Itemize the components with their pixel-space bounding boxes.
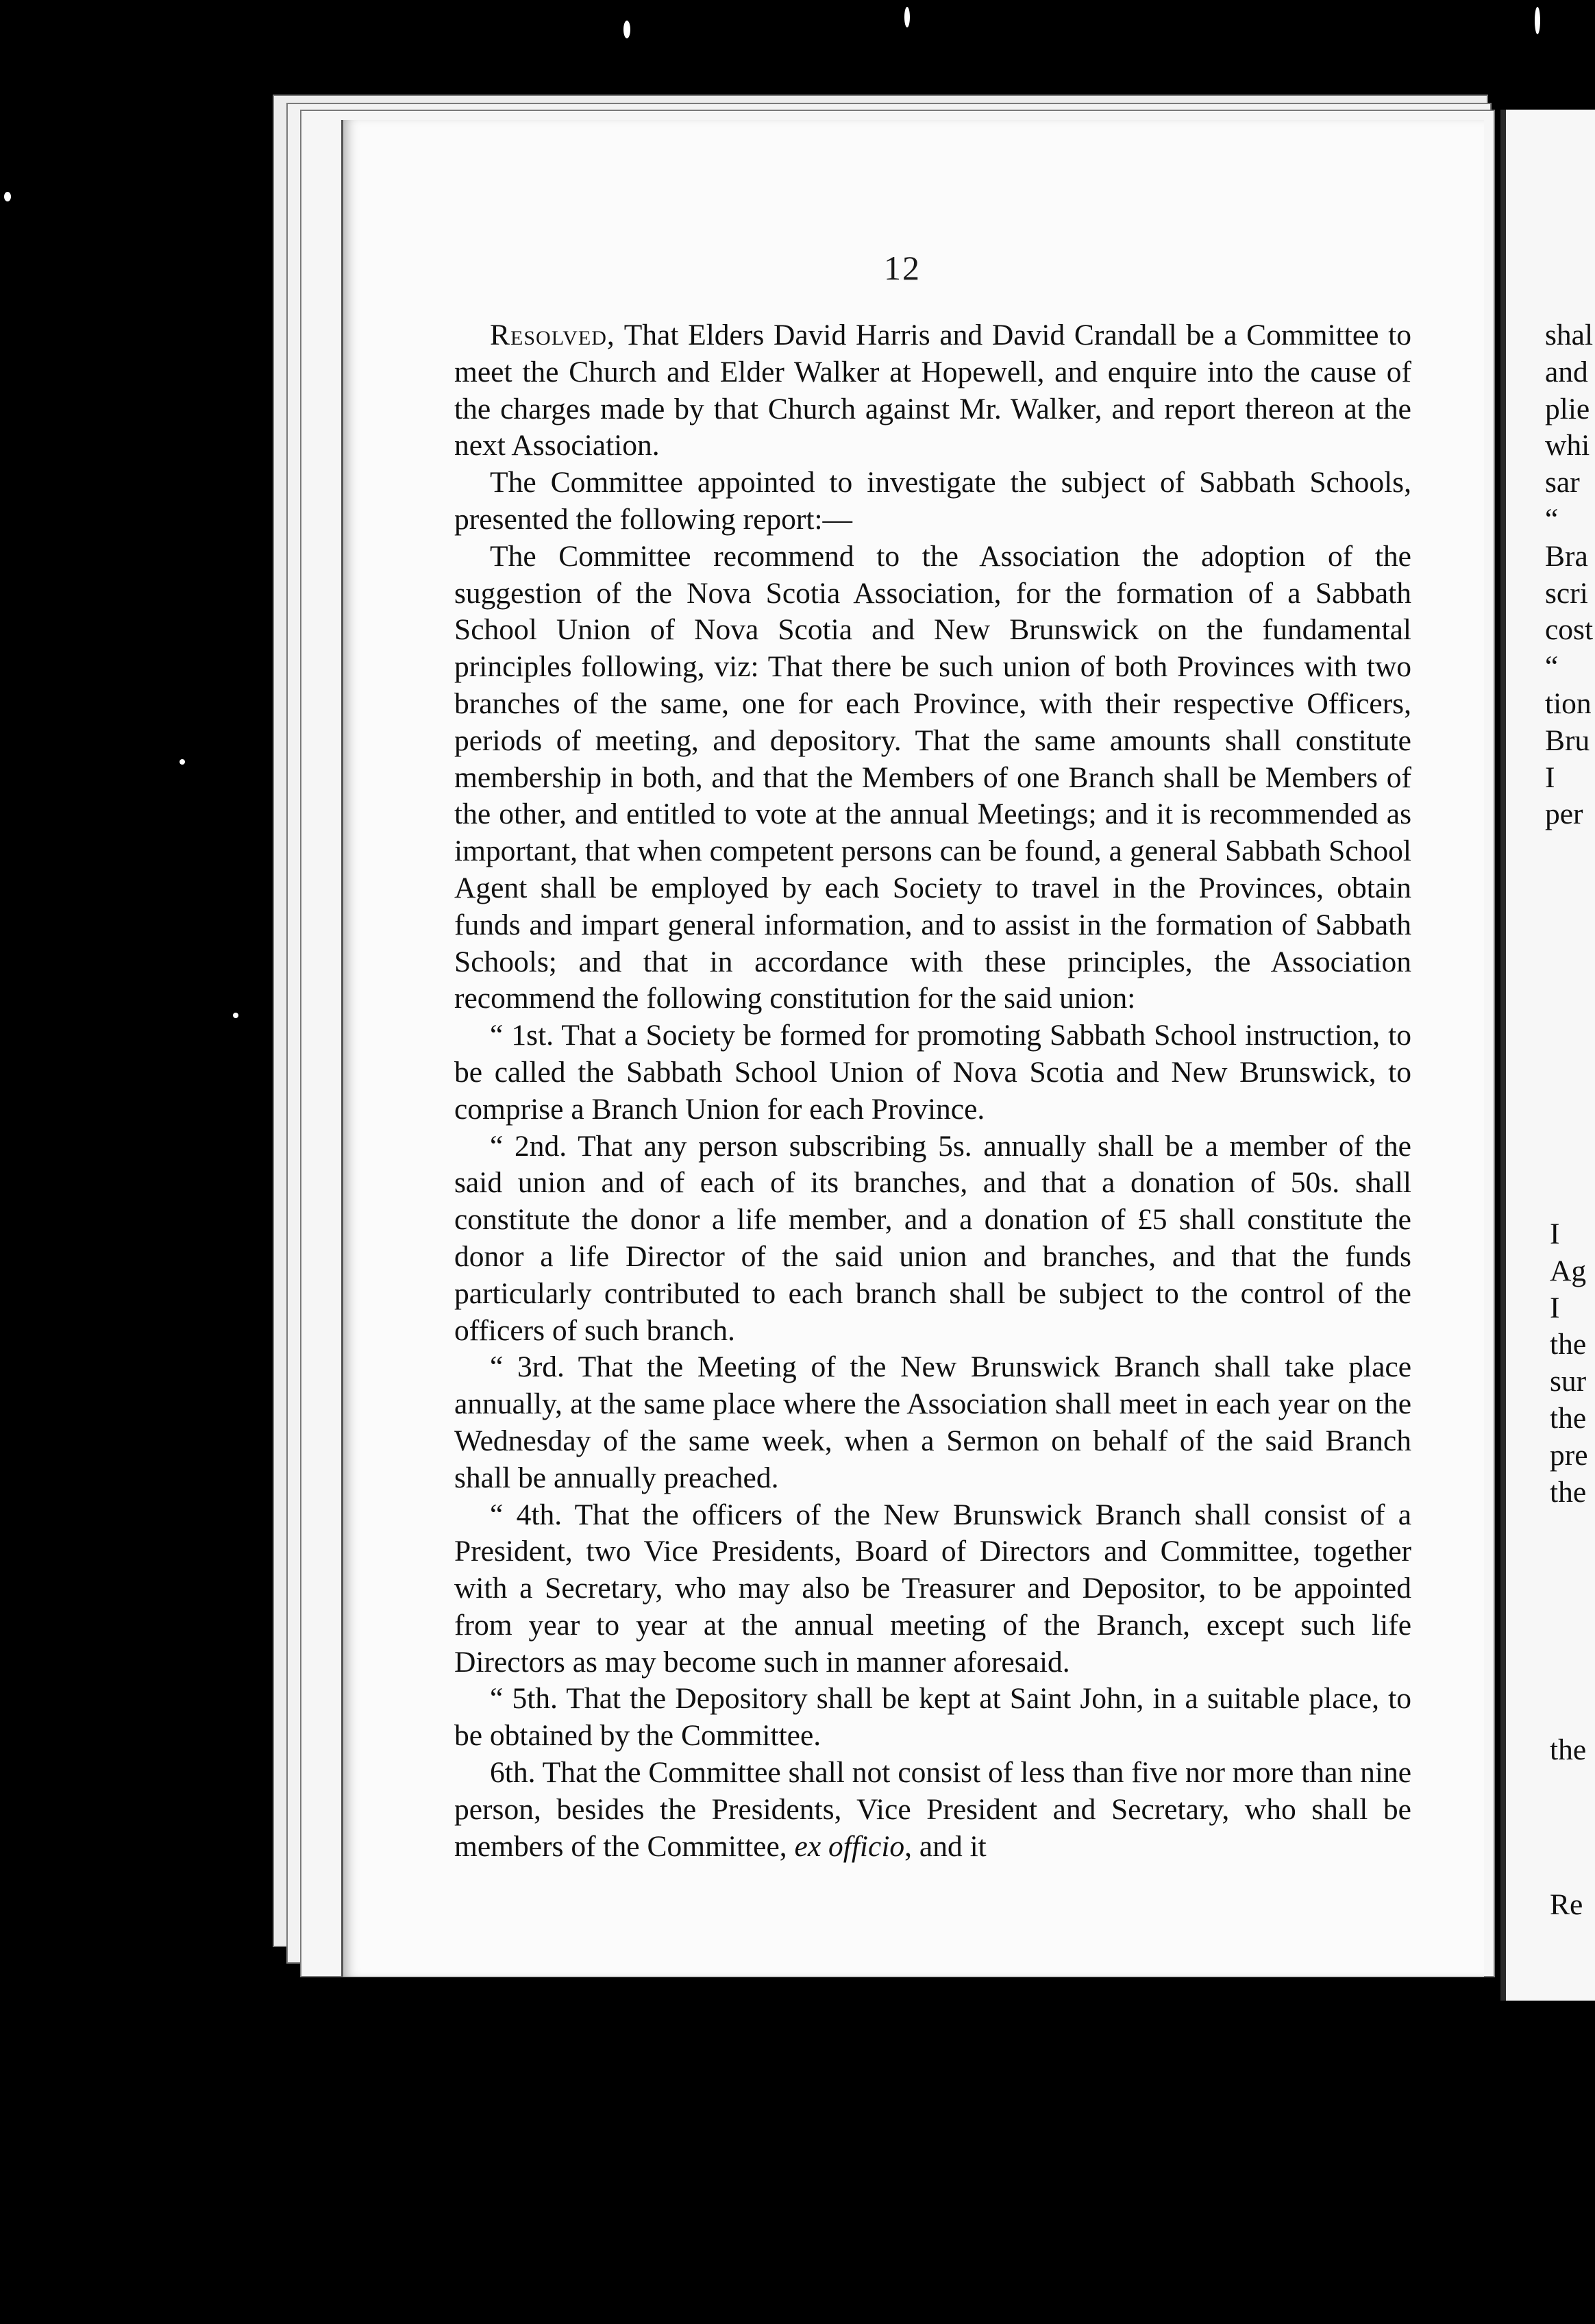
- fragment-line: Bru: [1545, 724, 1590, 757]
- fragment-line: plie: [1545, 392, 1590, 425]
- paragraph-article-4: “ 4th. That the officers of the New Brunswick Branch shall consist of a President, two Vice Presidents, Board of Directors and Committee, together with a Secretary, who may also be Treasurer and Depositor, to be appointed from year to year at the annual meeting of the Branch, except such life Directors as may become such in manner aforesaid.: [454, 1498, 1411, 1679]
- paragraph-article-5: “ 5th. That the Depository shall be kept at Saint John, in a suitable place, to be obtained by the Committee.: [454, 1682, 1411, 1753]
- fragment-line: scri: [1545, 576, 1588, 610]
- fragment-line: and: [1545, 355, 1588, 388]
- paragraph-lead: Resolved,: [490, 319, 615, 351]
- fragment-line: the: [1550, 1401, 1587, 1435]
- paragraph-resolved: [454, 317, 1411, 465]
- paragraph-article-3: “ 3rd. That the Meeting of the New Brunswick Branch shall take place annually, at the same place where the Association shall meet in each year on the Wednesday of the same week, when a Sermon on behalf of the said Branch shall be annually preached.: [454, 1350, 1411, 1494]
- fragment-line: sar: [1545, 466, 1580, 499]
- fragment-line: cost: [1545, 613, 1594, 647]
- paragraph-committee-report-intro: The Committee appointed to investigate the subject of Sabbath Schools, presented the following report:—: [454, 466, 1411, 536]
- italic-phrase: ex officio: [794, 1829, 905, 1863]
- fragment-line: [1550, 1622, 1595, 1659]
- scan-speck: [4, 192, 11, 201]
- page-body-text: [454, 317, 1411, 1865]
- scan-speck: [180, 759, 185, 765]
- page-number: 12: [884, 249, 921, 287]
- fragment-line: pre: [1550, 1438, 1588, 1472]
- fragment-line: I: [1545, 761, 1555, 794]
- fragment-line: [1550, 1659, 1595, 1696]
- fragment-line: the: [1550, 1328, 1587, 1361]
- fragment-line: [1550, 1511, 1595, 1548]
- scan-speck: [1535, 7, 1540, 34]
- fragment-line: Bra: [1545, 539, 1588, 573]
- scan-speck: [904, 7, 910, 27]
- fragment-line: whi: [1545, 429, 1590, 462]
- fragment-line: “: [1545, 502, 1559, 536]
- paragraph-article-2: “ 2nd. That any person subscribing 5s. annually shall be a member of the said union and of each of its branches, and that a donation of 50s. shall constitute the donor a life member, and a donation of £5 shall constitute the donor a life Director of the said union and branches, and that the funds particularly contributed to each branch shall be subject to the control of the officers of such branch.: [454, 1129, 1411, 1347]
- scan-speck: [233, 1013, 238, 1018]
- fragment-line: shal: [1545, 319, 1594, 351]
- fragment-line: I: [1550, 1291, 1560, 1324]
- right-page-fragment-top: [1545, 317, 1595, 833]
- paragraph-text: That Elders David Harris and David Crandall be a Committee to meet the Church and Elder Walker at Hopewell, and enquire into the cause of the charges made by that Church against Mr. Walker, and report thereon at the next Association.: [454, 319, 1411, 462]
- right-page-fragment-middle: [1550, 1216, 1595, 1769]
- paragraph-article-6: [454, 1755, 1411, 1865]
- fragment-line: the: [1550, 1475, 1587, 1509]
- paragraph-text: 6th. That the Committee shall not consist of less than five nor more than nine person, besides the Presidents, Vice President and Secretary, who shall be members of the Committee,: [454, 1756, 1411, 1863]
- right-page-fragment-bottom: Re: [1550, 1888, 1583, 1921]
- fragment-line: the: [1550, 1733, 1587, 1767]
- scan-speck: [623, 21, 630, 38]
- fragment-line: Ag: [1550, 1254, 1587, 1287]
- fragment-line: “: [1545, 650, 1559, 684]
- paragraph-article-1: “ 1st. That a Society be formed for promoting Sabbath School instruction, to be called the Sabbath School Union of Nova Scotia and New Brunswick, to comprise a Branch Union for each Province.: [454, 1019, 1411, 1126]
- paragraph-recommendation: The Committee recommend to the Association the adoption of the suggestion of the Nova Scotia Association, for the formation of a Sabbath School Union of Nova Scotia and New Brunswick on the fundamental principles following, viz: That there be such union of both Provinces with two branches of the same, one for each Province, with their respective Officers, periods of meeting, and depository. That the same amounts shall constitute membership in both, and that the Members of one Branch shall be Members of the other, and entitled to vote at the annual Meetings; and it is recommended as important, that when competent persons can be found, a general Sabbath School Agent shall be employed by each Society to travel in the Provinces, obtain funds and impart general information, and to assist in the formation of Sabbath Schools; and that in accordance with these principles, the Association recommend the following constitution for the said union:: [454, 539, 1411, 1015]
- fragment-line: tion: [1545, 687, 1592, 720]
- fragment-line: [1550, 1585, 1595, 1622]
- fragment-line: I: [1550, 1217, 1560, 1250]
- paragraph-text: , and it: [904, 1829, 987, 1863]
- fragment-line: sur: [1550, 1365, 1587, 1398]
- fragment-line: per: [1545, 798, 1583, 831]
- fragment-line: [1550, 1695, 1595, 1732]
- fragment-line: [1550, 1548, 1595, 1585]
